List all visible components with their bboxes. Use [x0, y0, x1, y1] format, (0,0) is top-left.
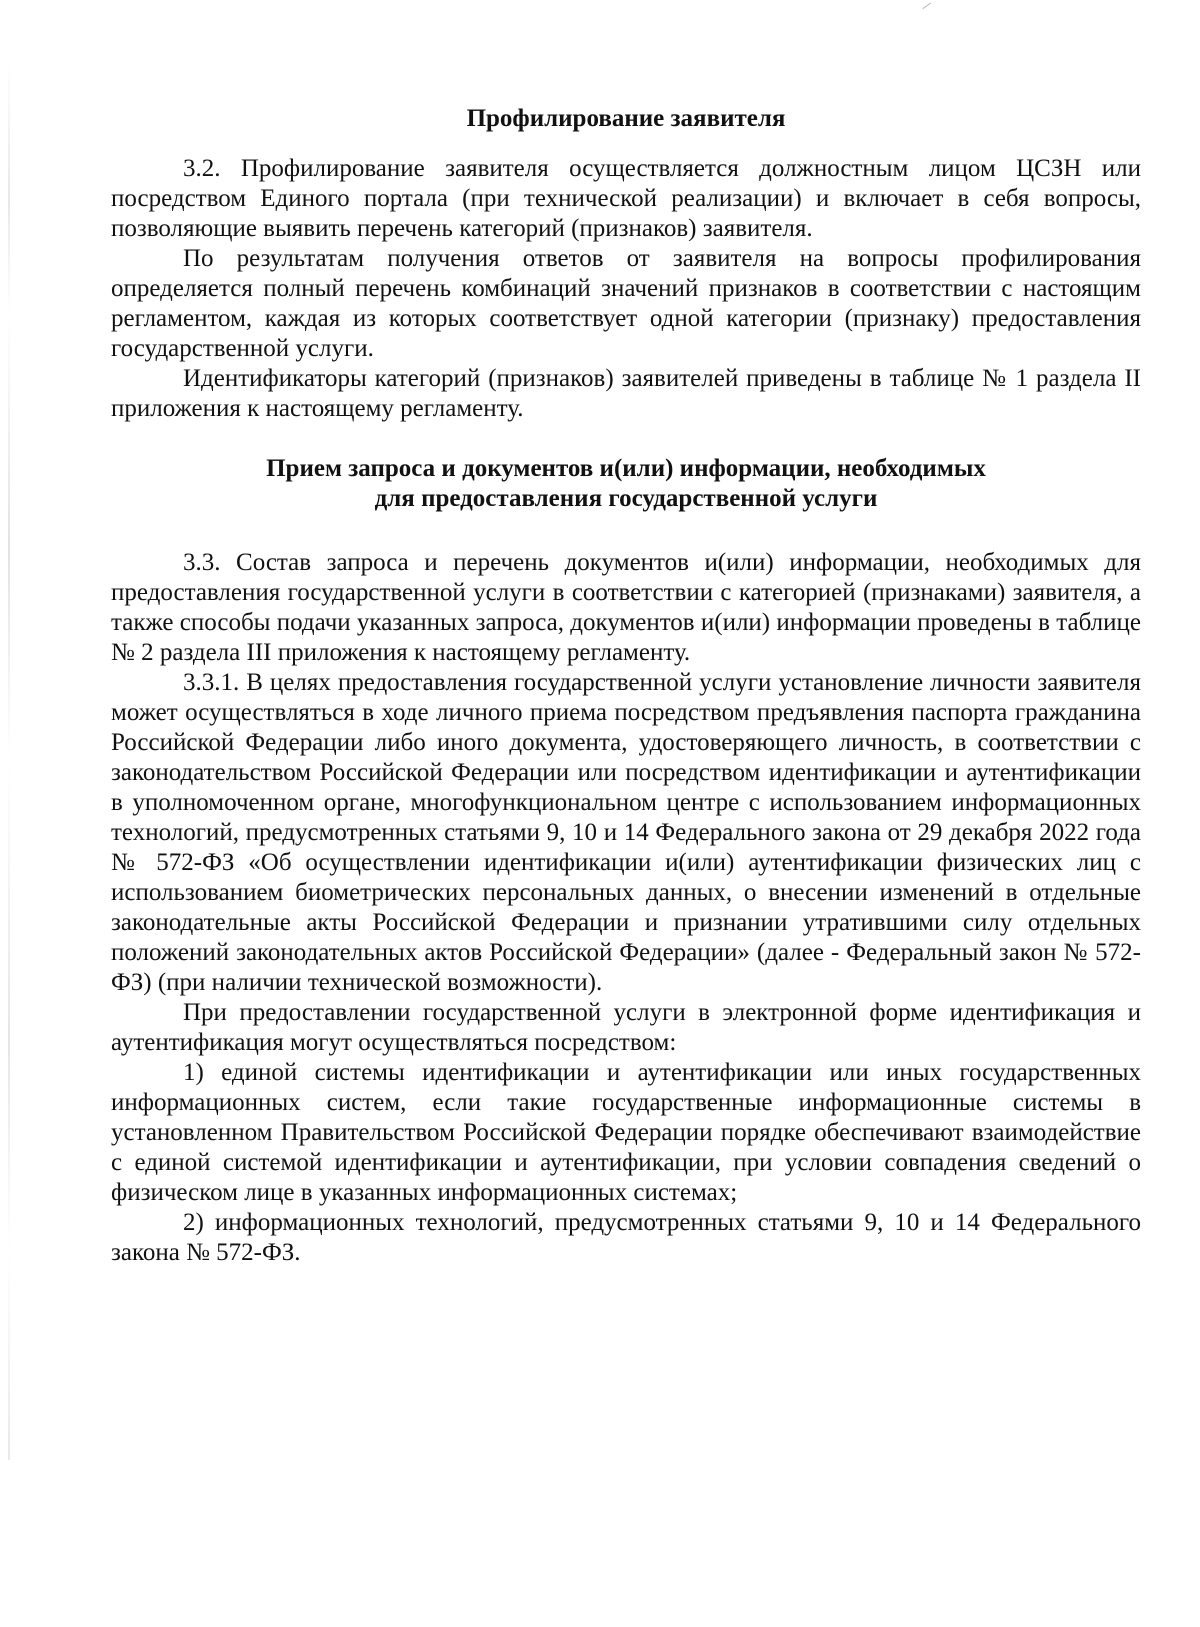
section-heading-line-2: для предоставления государственной услуги	[374, 485, 878, 512]
paragraph-profiling-results: По результатам получения ответов от заявителя на вопросы профилирования определяется полный перечень комбинаций значений признаков в соответствии с настоящим регламентом, каждая из которых соответствует одной категории (признаку) предоставления государственной услуги.	[111, 245, 1141, 362]
paragraph-3-3-1: 3.3.1. В целях предоставления государственной услуги установление личности заявителя может осуществляться в ходе личного приема посредством предъявления паспорта гражданина Российской Федерации либо иного документа, удостоверяющего личность, в соответствии с законодательством Российской Федерации или посредством идентификации и аутентификации в уполномоченном органе, многофункциональном центре с использованием информационных технологий, предусмотренных статьями 9, 10 и 14 Федерального закона от 29 декабря 2022 года № 572-ФЗ «Об осуществлении идентификации и(или) аутентификации физических лиц с использованием биометрических персональных данных, о внесении изменений в отдельные законодательные акты Российской Федерации и признании утратившими силу отдельных положений законодательных актов Российской Федерации» (далее - Федеральный закон № 572-ФЗ) (при наличии технической возможности).	[111, 669, 1141, 996]
paragraph-list-item-1: 1) единой системы идентификации и аутентификации или иных государственных информационных систем, если такие государственные информационные системы в установленном Правительством Российской Федерации порядке обеспечивают взаимодействие с единой системой идентификации и аутентификации, при условии совпадения сведений о физическом лице в указанных информационных системах;	[111, 1059, 1141, 1206]
document-body	[111, 104, 1141, 1268]
section-heading-line-1: Прием запроса и документов и(или) информации, необходимых	[266, 455, 986, 482]
section-heading-request-intake	[111, 454, 1141, 514]
paragraph-category-identifiers: Идентификаторы категорий (признаков) заявителей приведены в таблице № 1 раздела II приложения к настоящему регламенту.	[111, 365, 1141, 422]
scan-mark-artifact	[919, 0, 931, 9]
section-heading-profiling: Профилирование заявителя	[466, 105, 786, 132]
paragraph-3-2: 3.2. Профилирование заявителя осуществляется должностным лицом ЦСЗН или посредством Единого портала (при технической реализации) и включает в себя вопросы, позволяющие выявить перечень категорий (признаков) заявителя.	[111, 155, 1141, 242]
paragraph-electronic-identification: При предоставлении государственной услуги в электронной форме идентификация и аутентификация могут осуществляться посредством:	[111, 999, 1141, 1056]
paragraph-list-item-2: 2) информационных технологий, предусмотренных статьями 9, 10 и 14 Федерального закона № 572-ФЗ.	[111, 1209, 1141, 1266]
scan-edge-artifact	[8, 60, 10, 1460]
paragraph-3-3: 3.3. Состав запроса и перечень документов и(или) информации, необходимых для предоставления государственной услуги в соответствии с категорией (признаками) заявителя, а также способы подачи указанных запроса, документов и(или) информации проведены в таблице № 2 раздела III приложения к настоящему регламенту.	[111, 549, 1141, 666]
